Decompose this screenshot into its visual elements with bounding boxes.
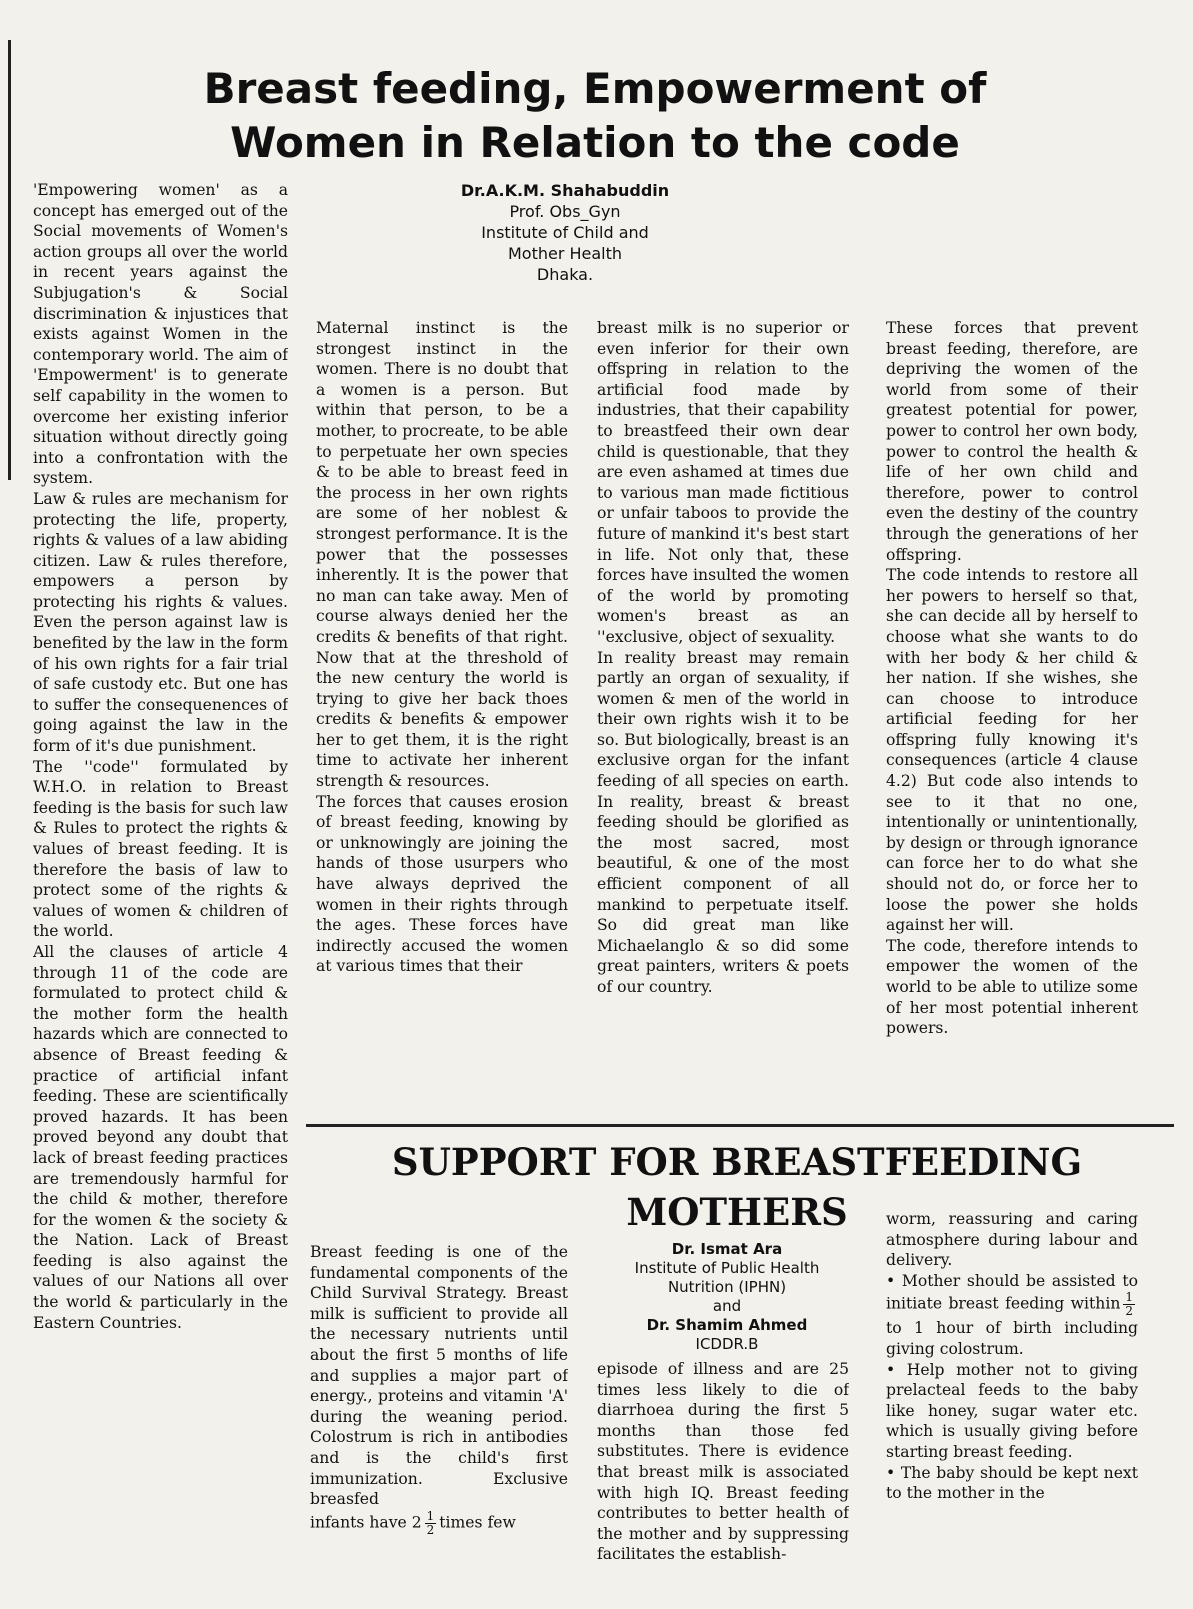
article1-col1-para-2: Law & rules are mechanism for protecting the life, property, rights & values of a law abiding citizen. Law & rules therefore, empowers a person by protecting his rights & values. Even the person against law is benefited by the law in the form of his own rights for a fair trial of safe custody etc. But one has to suffer the consequenences of going against the law in the form of it's due punishment.: [33, 489, 288, 756]
article1-col4-para-3: The code, therefore intends to empower the women of the world to be able to utilize some of her most potential inherent powers.: [886, 936, 1138, 1038]
author2-name: Dr. Shamim Ahmed: [646, 1316, 808, 1334]
article1-col4-para-2: The code intends to restore all her powers to herself so that, she can decide all by herself to choose what she wants to do with her body & her child & her nation. If she wishes, she can choose to introduce artificial feeding for her offspring fully knowing it's consequences (article 4 clause 4.2) But code also intends to see to it that no one, intentionally or unintentionally, by design or through ignorance can force her to do what she should not do, or force her to loose the power she holds against her will.: [886, 566, 1138, 935]
article2-col1-para: Breast feeding is one of the fundamental components of the Child Survival Strategy. Breast milk is sufficient to provide all the necessary nutrients until about the first 5 months of life and supplies a major part of energy., proteins and vitamin 'A' during the weaning period. Colostrum is rich in antibodies and is the child's first immunization. Exclusive breasfed: [310, 1243, 568, 1509]
bullet1-post: to 1 hour of birth including giving colostrum.: [886, 1319, 1138, 1358]
headline-line-2: Women in Relation to the code: [230, 118, 960, 167]
author1-institute-cont: Nutrition (IPHN): [667, 1278, 787, 1296]
author-institute-cont: Mother Health: [507, 244, 623, 263]
article1-col1-para-4: All the clauses of article 4 through 11 of the code are formulated to protect child & the mother form the health hazards which are connected to absence of Breast feeding & practice of artificial infant feeding. These are scientifically proved hazards. It has been proved beyond any doubt that lack of breast feeding practices are tremendously harmful for the child & mother, therefore for the women & the society & the Nation. Lack of Breast feeding is also against the values of our Nations all over the world & particularly in the Eastern Countries.: [33, 942, 288, 1332]
article2-col2-para: episode of illness and are 25 times less likely to die of diarrhoea during the first 5 months than those fed substitutes. There is evidence that breast milk is associated with high IQ. Breast feeding contributes to better health of the mother and by suppressing facilitates the establish-: [597, 1360, 849, 1564]
article1-col2-para-2: The forces that causes erosion of breast feeding, knowing by or unknowingly are joining the hands of those usurpers who have always deprived the women in their rights through the ages. These forces have indirectly accused the women at various times that their: [316, 792, 568, 976]
article2-column-2: [597, 1359, 849, 1599]
article1-column-3: [597, 318, 849, 1108]
fraction-denominator: 2: [426, 1522, 435, 1537]
article1-col3-para-1: breast milk is no superior or even inferior for their own offspring in relation to the artificial food made by industries, that their capability to breastfeed their own dear child is questionable, that they are even ashamed at times due to various man made fictitious or unfair taboos to provide the future of mankind it's best start in life. Not only that, these forces have insulted the women of the world by promoting women's breast as an ''exclusive, object of sexuality.: [597, 319, 849, 646]
article1-col1-para-3: The ''code'' formulated by W.H.O. in relation to Breast feeding is the basis for such law & Rules to protect the rights & values of breast feeding. It is therefore the basis of law to protect some of the rights & values of women & children of the world.: [33, 757, 288, 941]
headline-line-1: Breast feeding, Empowerment of: [203, 64, 987, 113]
article2-col3-bullet-1: [886, 1271, 1138, 1360]
fraction2-denominator: 2: [1125, 1304, 1133, 1319]
section-divider: [306, 1124, 1174, 1127]
author-name: Dr.A.K.M. Shahabuddin: [460, 181, 670, 200]
article1-col3-para-2: In reality breast may remain partly an organ of sexuality, if women & men of the world in their own rights wish it to be so. But biologically, breast is an exclusive organ for the infant feeding of all species on earth. In reality, breast & breast feeding should be glorified as the most sacred, most beautiful, & one of the most efficient component of all mankind to perpetuate itself. So did great man like Michaelanglo & so did some great painters, writers & poets of our country.: [597, 648, 849, 996]
author1-name: Dr. Ismat Ara: [671, 1240, 783, 1258]
fraction-half: [425, 1510, 437, 1537]
article1-col4-para-1: These forces that prevent breast feeding, therefore, are depriving the women of the world from some of their greatest potential for power, power to control her own body, power to control the health & life of her own child and therefore, power to control even the destiny of the country through the generations of her offspring.: [886, 319, 1138, 564]
headline2-line-2: MOTHERS: [626, 1190, 848, 1234]
col1-last-text: infants have 2: [310, 1513, 422, 1532]
col1-after-text: times few: [439, 1513, 516, 1532]
byline-and: and: [712, 1297, 742, 1315]
author-title: Prof. Obs_Gyn: [509, 202, 621, 221]
article2-col1-last-line: [310, 1510, 568, 1537]
fraction2-numerator: 1: [1125, 1290, 1133, 1305]
article2-column-1: [310, 1242, 568, 1582]
article1-byline: [415, 180, 715, 285]
article2-column-3: [886, 1209, 1138, 1604]
article2-col3-para-1: worm, reassuring and caring atmosphere during labour and delivery.: [886, 1210, 1138, 1270]
article1-col1-para-1: 'Empowering women' as a concept has emerged out of the Social movements of Women's action groups all over the world in recent years against the Subjugation's & Social discrimination & injustices that exists against Women in the contemporary world. The aim of 'Empowerment' is to generate self capability in the women to overcome her existing inferior situation without directly going into a confrontation with the system.: [33, 181, 288, 488]
article1-column-2: [316, 318, 568, 1108]
article1-col2-para-1: Maternal instinct is the strongest instinct in the women. There is no doubt that a women is a person. But within that person, to be a mother, to procreate, to be able to perpetuate her own species & to be able to breast feed in the process in her own rights are some of her noblest & strongest performance. It is the power that the possesses inherently. It is the power that no man can take away. Men of course always denied her the credits & benefits of that right. Now that at the threshold of the new century the world is trying to give her back thoes credits & benefits & empower her to get them, it is the right time to activate her inherent strength & resources.: [316, 319, 568, 791]
fraction-half-2: [1123, 1291, 1135, 1318]
author1-institute: Institute of Public Health: [634, 1259, 820, 1277]
bullet1-pre: • Mother should be assisted to initiate breast feeding within: [886, 1271, 1138, 1313]
article2-byline: [592, 1240, 862, 1354]
author2-institute: ICDDR.B: [695, 1335, 759, 1353]
article1-column-1: [33, 180, 288, 1600]
fraction-numerator: 1: [426, 1508, 435, 1523]
article1-headline: [130, 62, 1060, 170]
author-city: Dhaka.: [536, 265, 594, 284]
author-institute: Institute of Child and: [481, 223, 649, 242]
article1-column-4: [886, 318, 1138, 1108]
headline2-line-1: SUPPORT FOR BREASTFEEDING: [391, 1140, 1083, 1184]
page-edge-line: [8, 40, 11, 480]
article2-col3-bullet-2: • Help mother not to giving prelacteal feeds to the baby like honey, sugar water etc. which is usually giving before starting breast feeding.: [886, 1360, 1138, 1461]
article2-col3-bullet-3: • The baby should be kept next to the mother in the: [886, 1463, 1138, 1503]
